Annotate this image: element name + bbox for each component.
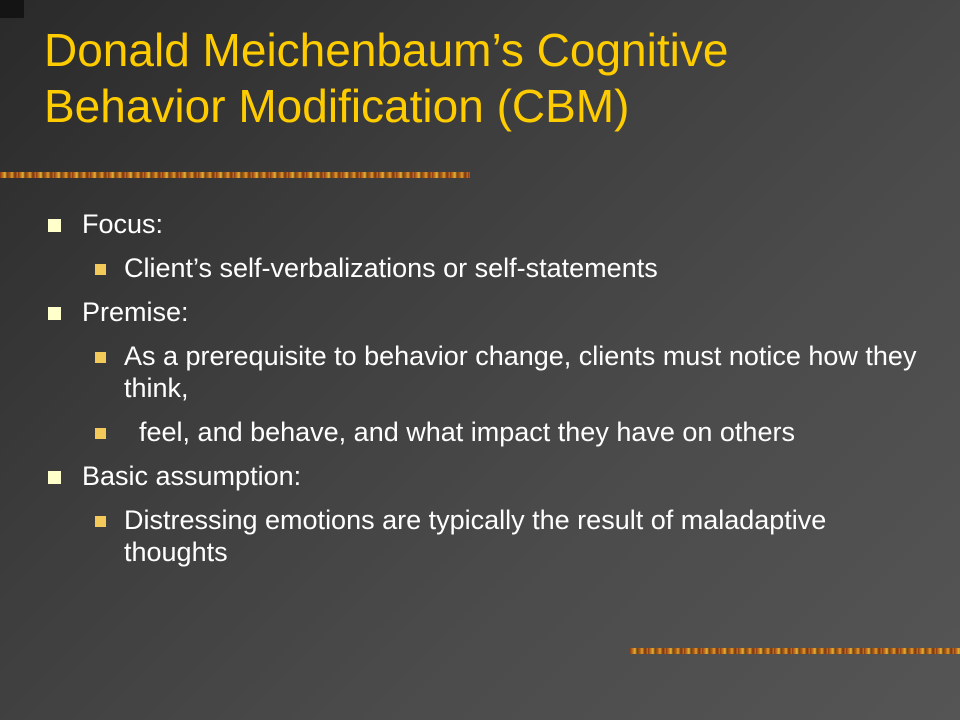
bullet-focus xyxy=(46,208,926,240)
bullet-basic-assumption xyxy=(46,460,926,492)
square-bullet-icon xyxy=(95,264,106,275)
slide-title xyxy=(44,22,944,134)
square-bullet-icon xyxy=(95,428,106,439)
sub-bullet-distressing-emotions-text: Distressing emotions are typically the result of maladaptive thoughts xyxy=(124,505,827,567)
sub-bullet-feel-behave-text: feel, and behave, and what impact they have on others xyxy=(124,417,795,447)
sub-bullet-prerequisite xyxy=(46,340,926,404)
sub-bullet-self-verbalizations-text: Client’s self-verbalizations or self-statements xyxy=(124,253,658,283)
sub-bullet-feel-behave xyxy=(46,416,926,448)
decorative-rule-bottom xyxy=(630,648,960,654)
sub-bullet-prerequisite-text: As a prerequisite to behavior change, clients must notice how they think, xyxy=(124,341,917,403)
square-bullet-icon xyxy=(48,219,61,232)
square-bullet-icon xyxy=(48,471,61,484)
decorative-rule-top xyxy=(0,172,470,178)
square-bullet-icon xyxy=(95,352,106,363)
slide-title-line-1: Donald Meichenbaum’s Cognitive xyxy=(44,24,729,76)
square-bullet-icon xyxy=(95,516,106,527)
bullet-premise xyxy=(46,296,926,328)
bullet-premise-text: Premise: xyxy=(82,297,189,327)
sub-bullet-self-verbalizations xyxy=(46,252,926,284)
corner-mark xyxy=(0,0,24,18)
square-bullet-icon xyxy=(48,307,61,320)
slide-title-line-2: Behavior Modification (CBM) xyxy=(44,80,630,132)
sub-bullet-distressing-emotions xyxy=(46,504,926,568)
bullet-list xyxy=(46,208,926,580)
bullet-basic-assumption-text: Basic assumption: xyxy=(82,461,302,491)
bullet-focus-text: Focus: xyxy=(82,209,164,239)
